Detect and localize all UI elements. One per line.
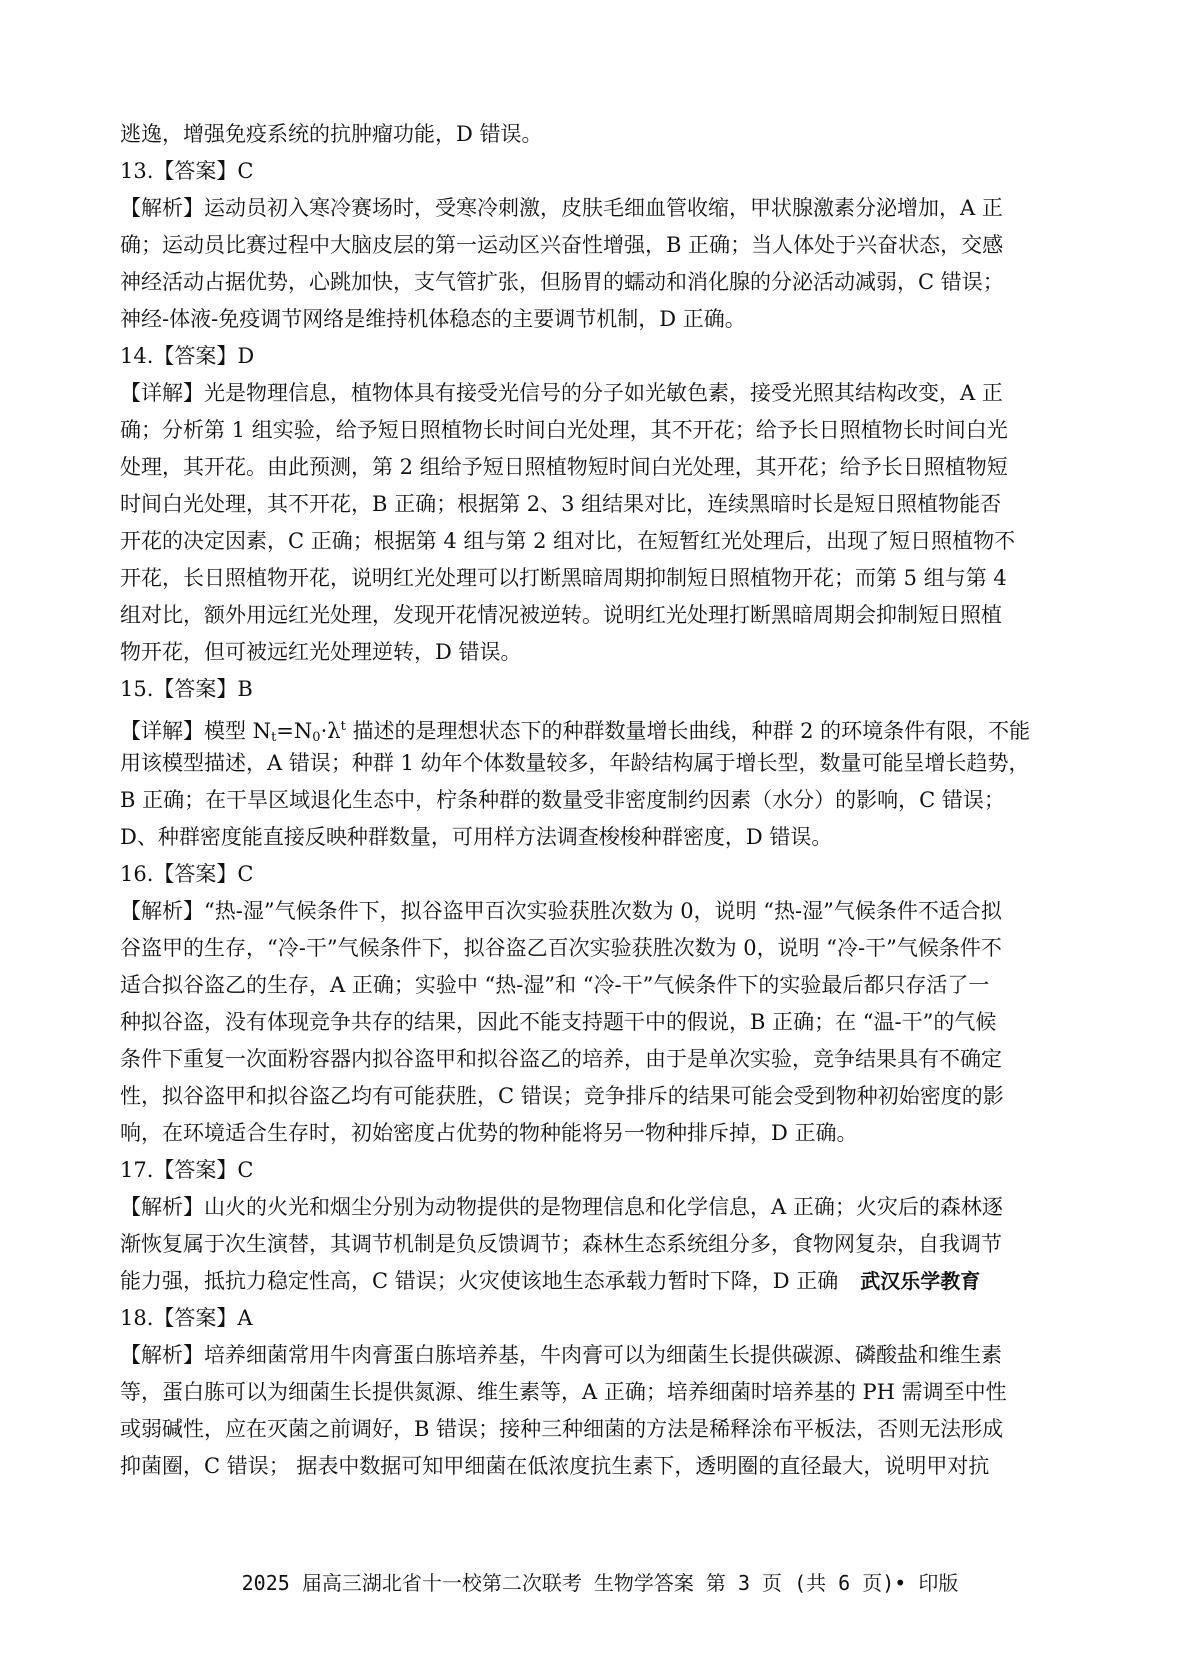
text-line: 种拟谷盗，没有体现竞争共存的结果，因此不能支持题干中的假说，B 正确；在 “温-干”的气候 <box>120 1010 997 1034</box>
text-line: 或弱碱性，应在灭菌之前调好，B 错误；接种三种细菌的方法是稀释涂布平板法，否则无法形成 <box>120 1417 1004 1441</box>
watermark-text: 武汉乐学教育 <box>860 1269 981 1293</box>
text-line: 响，在环境适合生存时，初始密度占优势的物种能将另一物种排斥掉，D 正确。 <box>120 1121 858 1145</box>
formula-line <box>120 708 1082 745</box>
text-segment: 能力强，抵抗力稳定性高，C 错误；火灾使该地生态承载力暂时下降，D 正确 <box>120 1269 839 1293</box>
formula-text-c: ·λ <box>320 719 341 743</box>
text-line: 等，蛋白胨可以为细菌生长提供氮源、维生素等，A 正确；培养细菌时培养基的 PH 需调至中性 <box>120 1380 1007 1404</box>
text-line: 神经-体液-免疫调节网络是维持机体稳态的主要调节机制，D 正确。 <box>120 307 746 331</box>
answer-heading-13: 13.【答案】C <box>120 159 254 183</box>
text-line: 逃逸，增强免疫系统的抗肿瘤功能，D 错误。 <box>120 122 543 146</box>
text-line: 确；运动员比赛过程中大脑皮层的第一运动区兴奋性增强，B 正确；当人体处于兴奋状态，交感 <box>120 233 1004 257</box>
text-line: 适合拟谷盗乙的生存，A 正确；实验中 “热-湿”和 “冷-干”气候条件下的实验最后都只存活了一 <box>120 973 990 997</box>
answer-heading-14: 14.【答案】D <box>120 344 255 368</box>
text-line: 【解析】培养细菌常用牛肉膏蛋白胨培养基，牛肉膏可以为细菌生长提供碳源、磷酸盐和维生素 <box>120 1343 1002 1367</box>
formula-sub-0: 0 <box>312 730 321 745</box>
text-line: 确；分析第 1 组实验，给予短日照植物长时间白光处理，其不开花；给予长日照植物长时间白光 <box>120 418 1008 442</box>
text-line: 【解析】“热-湿”气候条件下，拟谷盗甲百次实验获胜次数为 0，说明 “热-湿”气候条件不适合拟 <box>120 899 1002 923</box>
text-line: 性，拟谷盗甲和拟谷盗乙均有可能获胜，C 错误；竞争排斥的结果可能会受到物种初始密度的影 <box>120 1084 1004 1108</box>
formula-text-b: =N <box>276 719 313 743</box>
formula-text-a: 【详解】模型 N <box>120 719 272 743</box>
text-line: 物开花，但可被远红光处理逆转，D 错误。 <box>120 640 522 664</box>
text-line: 组对比，额外用远红光处理，发现开花情况被逆转。说明红光处理打断黑暗周期会抑制短日照植 <box>120 603 1002 627</box>
text-line: B 正确；在干旱区域退化生态中，柠条种群的数量受非密度制约因素（水分）的影响，C 错误； <box>120 788 1005 812</box>
answer-heading-18: 18.【答案】A <box>120 1306 253 1330</box>
answer-text <box>120 116 1082 1485</box>
text-line: 用该模型描述，A 错误；种群 1 幼年个体数量较多，年龄结构属于增长型，数量可能呈增长趋势， <box>120 751 1030 775</box>
text-line: 抑菌圈，C 错误； 据表中数据可知甲细菌在低浓度抗生素下，透明圈的直径最大，说明甲对抗 <box>120 1454 990 1478</box>
text-line: 【解析】山火的火光和烟尘分别为动物提供的是物理信息和化学信息，A 正确；火灾后的森林逐 <box>120 1195 1003 1219</box>
text-line: 处理，其开花。由此预测，第 2 组给予短日照植物短时间白光处理，其开花；给予长日照植物短 <box>120 455 1008 479</box>
answer-heading-15: 15.【答案】B <box>120 677 253 701</box>
answer-heading-16: 16.【答案】C <box>120 862 254 886</box>
formula-sup-t: t <box>340 719 346 734</box>
page-footer: 2025 届高三湖北省十一校第二次联考 生物学答案 第 3 页 (共 6 页)• 印版 <box>241 1571 959 1595</box>
text-line-with-watermark <box>120 1263 1082 1300</box>
formula-text-d: 描述的是理想状态下的种群数量增长曲线，种群 2 的环境条件有限，不能 <box>345 719 1031 743</box>
text-line: 开花的决定因素，C 正确；根据第 4 组与第 2 组对比，在短暂红光处理后，出现了短日照植物不 <box>120 529 1016 553</box>
text-line: 【详解】光是物理信息，植物体具有接受光信号的分子如光敏色素，接受光照其结构改变，A 正 <box>120 381 1003 405</box>
text-line: 渐恢复属于次生演替，其调节机制是负反馈调节；森林生态系统组分多，食物网复杂，自我调节 <box>120 1232 1002 1256</box>
text-line: 开花，长日照植物开花，说明红光处理可以打断黑暗周期抑制短日照植物开花；而第 5 组与第 4 <box>120 566 1007 590</box>
answer-heading-17: 17.【答案】C <box>120 1158 254 1182</box>
text-line: 谷盗甲的生存，“冷-干”气候条件下，拟谷盗乙百次实验获胜次数为 0，说明 “冷-干”气候条件不 <box>120 936 1002 960</box>
formula-sub-t: t <box>271 730 277 745</box>
text-line: 条件下重复一次面粉容器内拟谷盗甲和拟谷盗乙的培养，由于是单次实验，竞争结果具有不确定 <box>120 1047 1002 1071</box>
text-line: D、种群密度能直接反映种群数量，可用样方法调查梭梭种群密度，D 错误。 <box>120 825 833 849</box>
text-line: 神经活动占据优势，心跳加快，支气管扩张，但肠胃的蠕动和消化腺的分泌活动减弱，C 错误； <box>120 270 1004 294</box>
text-line: 【解析】运动员初入寒冷赛场时，受寒冷刺激，皮肤毛细血管收缩，甲状腺激素分泌增加，A 正 <box>120 196 1003 220</box>
text-line: 时间白光处理，其不开花，B 正确；根据第 2、3 组结果对比，连续黑暗时长是短日照植物能否 <box>120 492 1002 516</box>
